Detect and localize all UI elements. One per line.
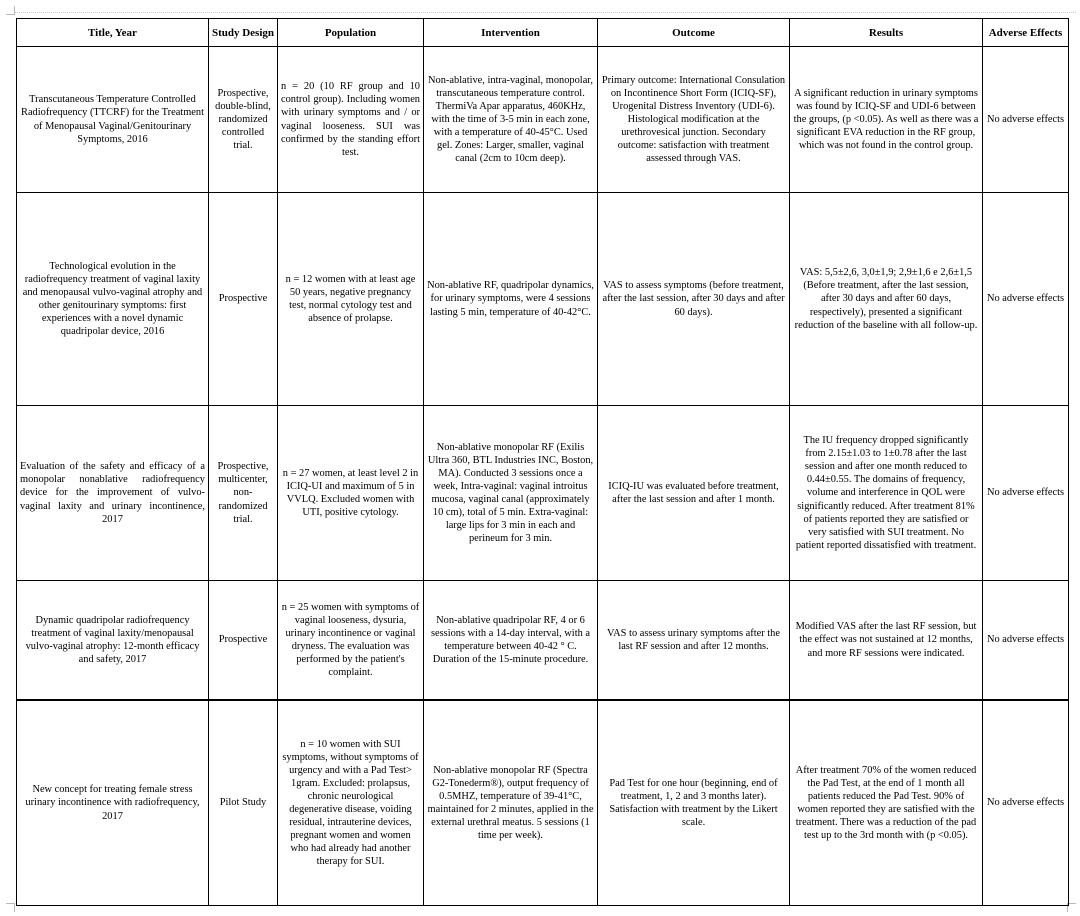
- cell-intervention: Non-ablative, intra-vaginal, monopolar, transcutaneous temperature control. ThermiVa Apar apparatus, 460KHz, with the time of 3-5 min in each zone, with a temperature of 40-45°C. Used gel. Zones: Larger, smaller, vaginal canal (2cm to 10cm deep).: [424, 47, 598, 193]
- header-intervention: Intervention: [424, 19, 598, 47]
- table-row: [17, 700, 1069, 906]
- table-header-row: [17, 19, 1069, 47]
- crop-mark-bottom-left: [6, 903, 15, 912]
- table-row: [17, 47, 1069, 193]
- cell-study-design: Pilot Study: [209, 700, 278, 906]
- cell-title-year: New concept for treating female stress urinary incontinence with radiofrequency, 2017: [17, 700, 209, 906]
- cell-outcome: VAS to assess symptoms (before treatment, after the last session, after 30 days and after 60 days).: [598, 193, 790, 406]
- cell-population: n = 20 (10 RF group and 10 control group). Including women with urinary symptoms and / or vaginal looseness. SUI was confirmed by the standing effort test.: [278, 47, 424, 193]
- cell-results: After treatment 70% of the women reduced the Pad Test, at the end of 1 month all patients reduced the Pad Test. 90% of women reported they are satisfied with the treatment. There was a reduction of the pad test up to the 3rd month with (p <0.05).: [790, 700, 983, 906]
- cell-title-year: Dynamic quadripolar radiofrequency treatment of vaginal laxity/menopausal vulvo-vaginal atrophy: 12-month efficacy and safety, 2017: [17, 581, 209, 701]
- cell-outcome: ICIQ-IU was evaluated before treatment, after the last session and after 1 month.: [598, 406, 790, 581]
- studies-table: [16, 18, 1069, 906]
- cell-intervention: Non-ablative monopolar RF (Exilis Ultra 360, BTL Industries INC, Boston, MA). Conducted 3 sessions once a week, Intra-vaginal: vaginal introitus mucosa, vaginal canal (approximately 10 cm), total of 5 min. Extra-vaginal: large lips for 3 min in each and perineum for 3 min.: [424, 406, 598, 581]
- cell-outcome: Primary outcome: International Consulation on Incontinence Short Form (ICIQ-SF), Urogenital Distress Inventory (UDI-6). Histological modification at the urethrovesical junction. Secondary outcome: satisfaction with treatment assessed through VAS.: [598, 47, 790, 193]
- cell-study-design: Prospective, double-blind, randomized controlled trial.: [209, 47, 278, 193]
- table-row: [17, 406, 1069, 581]
- header-results: Results: [790, 19, 983, 47]
- cell-intervention: Non-ablative quadripolar RF, 4 or 6 sessions with a 14-day interval, with a temperature between 40-42 ° C. Duration of the 15-minute procedure.: [424, 581, 598, 701]
- cell-adverse-effects: No adverse effects: [983, 581, 1069, 701]
- cell-study-design: Prospective, multicenter, non-randomized trial.: [209, 406, 278, 581]
- cell-study-design: Prospective: [209, 581, 278, 701]
- table-row: [17, 581, 1069, 701]
- cell-population: n = 10 women with SUI symptoms, without symptoms of urgency and with a Pad Test> 1gram. Excluded: prolapsus, chronic neurological degenerative disease, voiding residual, intrauterine devices, pregnant women and women who had already had another therapy for SUI.: [278, 700, 424, 906]
- cell-results: A significant reduction in urinary symptoms was found by ICIQ-SF and UDI-6 between the groups, (p <0.05). As well as there was a significant EVA reduction in the RF group, which was not found in the control group.: [790, 47, 983, 193]
- cell-results: The IU frequency dropped significantly from 2.15±1.03 to 1±0.78 after the last session and after one month reduced to 0.44±0.55. The domains of frequency, volume and interference in QOL were significantly reduced. After treatment 81% of patients reported they are satisfied or very satisfied with SUI treatment. No patient reported dissatisfied with treatment.: [790, 406, 983, 581]
- cell-adverse-effects: No adverse effects: [983, 47, 1069, 193]
- header-outcome: Outcome: [598, 19, 790, 47]
- cell-adverse-effects: No adverse effects: [983, 406, 1069, 581]
- cell-intervention: Non-ablative RF, quadripolar dynamics, for urinary symptoms, were 4 sessions lasting 5 min, temperature of 40-42°C.: [424, 193, 598, 406]
- cell-outcome: Pad Test for one hour (beginning, end of treatment, 1, 2 and 3 months later). Satisfaction with treatment by the Likert scale.: [598, 700, 790, 906]
- cell-adverse-effects: No adverse effects: [983, 193, 1069, 406]
- cell-population: n = 12 women with at least age 50 years, negative pregnancy test, normal cytology test and absence of prolapse.: [278, 193, 424, 406]
- cell-title-year: Transcutaneous Temperature Controlled Radiofrequency (TTCRF) for the Treatment of Menopausal Vaginal/Genitourinary Symptoms, 2016: [17, 47, 209, 193]
- header-study-design: Study Design: [209, 19, 278, 47]
- cell-title-year: Technological evolution in the radiofrequency treatment of vaginal laxity and menopausal vulvo-vaginal atrophy and other genitourinary symptoms: first experiences with a novel dynamic quadripolar device, 2016: [17, 193, 209, 406]
- header-title-year: Title, Year: [17, 19, 209, 47]
- cell-study-design: Prospective: [209, 193, 278, 406]
- cell-results: VAS: 5,5±2,6, 3,0±1,9; 2,9±1,6 e 2,6±1,5 (Before treatment, after the last session, after 30 days and after 60 days, respectively), presented a significant reduction of the baseline with all follow-up.: [790, 193, 983, 406]
- cell-title-year: Evaluation of the safety and efficacy of a monopolar nonablative radiofrequency device for the improvement of vulvo-vaginal laxity and urinary incontinence, 2017: [17, 406, 209, 581]
- crop-mark-top-left: [6, 6, 15, 15]
- table-row: [17, 193, 1069, 406]
- page-top-guide: [14, 12, 1076, 13]
- cell-adverse-effects: No adverse effects: [983, 700, 1069, 906]
- header-adverse-effects: Adverse Effects: [983, 19, 1069, 47]
- cell-population: n = 25 women with symptoms of vaginal looseness, dysuria, urinary incontinence or vaginal dryness. The evaluation was performed by the patient's complaint.: [278, 581, 424, 701]
- header-population: Population: [278, 19, 424, 47]
- cell-population: n = 27 women, at least level 2 in ICIQ-UI and maximum of 5 in VVLQ. Excluded women with UTI, positive cytology.: [278, 406, 424, 581]
- cell-results: Modified VAS after the last RF session, but the effect was not sustained at 12 months, and more RF sessions were indicated.: [790, 581, 983, 701]
- cell-intervention: Non-ablative monopolar RF (Spectra G2-Tonederm®), output frequency of 0.5MHZ, temperature of 39-41°C, maintained for 2 minutes, applied in the external urethral meatus. 5 sessions (1 time per week).: [424, 700, 598, 906]
- cell-outcome: VAS to assess urinary symptoms after the last RF session and after 12 months.: [598, 581, 790, 701]
